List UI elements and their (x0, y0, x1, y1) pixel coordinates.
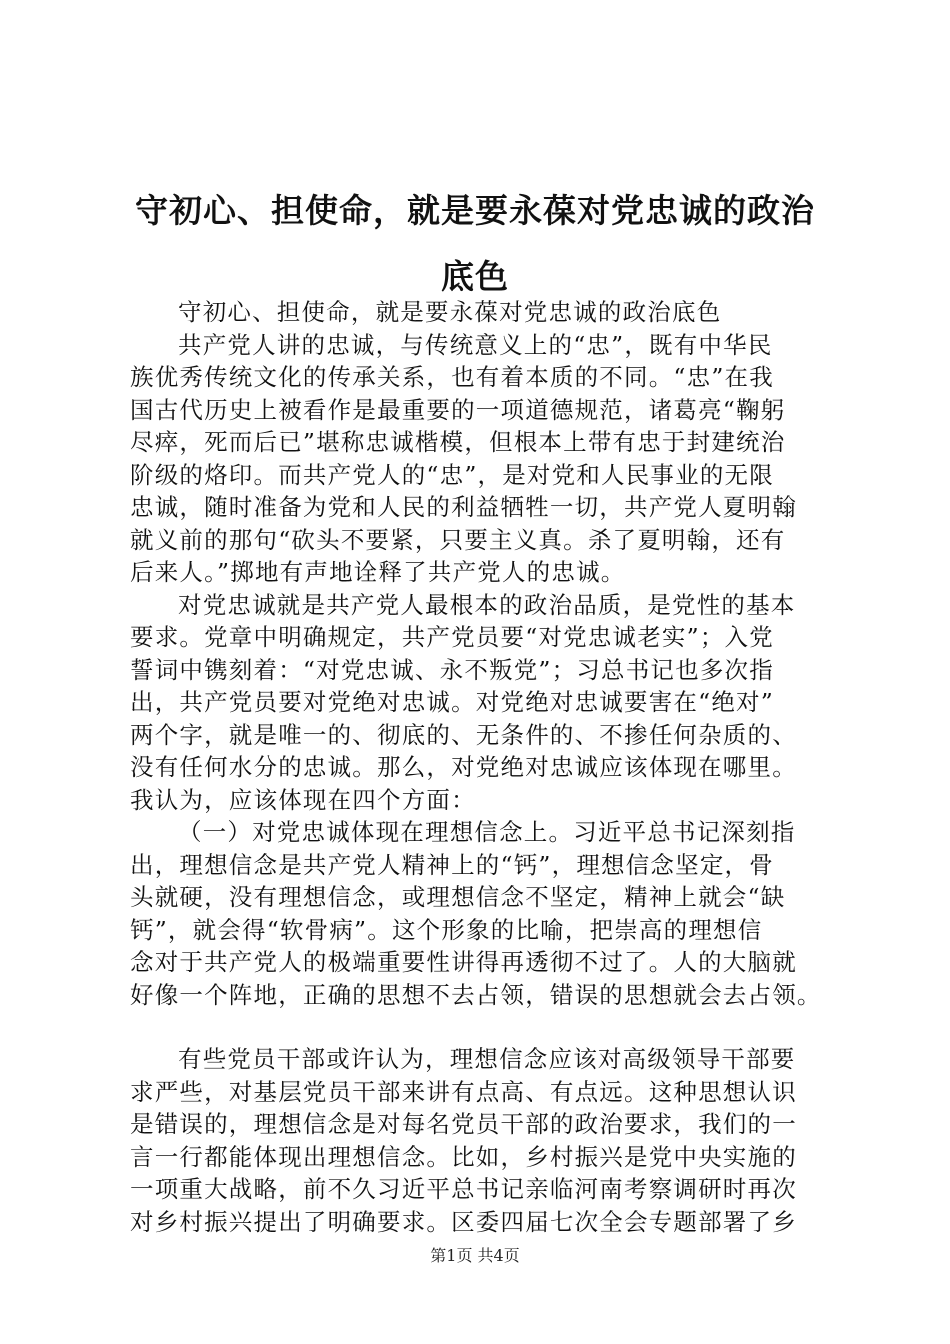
text-line: 出，理想信念是共产党人精神上的“钙”，理想信念坚定，骨 (130, 850, 774, 879)
document-title (100, 178, 850, 310)
text-line: 要求。党章中明确规定，共产党员要“对党忠诚老实”；入党 (130, 623, 774, 651)
text-line: 求严些，对基层党员干部来讲有点高、有点远。这种思想认识 (130, 1077, 797, 1106)
text-line: 头就硬，没有理想信念，或理想信念不坚定，精神上就会“缺 (130, 883, 786, 911)
title-line-2: 底色 (441, 257, 509, 296)
page-footer: 第1页 共4页 (430, 1246, 520, 1265)
document-body (130, 296, 830, 1238)
text-line: 一项重大战略，前不久习近平总书记亲临河南考察调研时再次 (130, 1175, 797, 1203)
text-line: 言一行都能体现出理想信念。比如，乡村振兴是党中央实施的 (130, 1142, 797, 1171)
text-line: 对党忠诚就是共产党人最根本的政治品质，是党性的基本 (178, 590, 796, 619)
text-line: 尽瘁，死而后已”堪称忠诚楷模，但根本上带有忠于封建统治 (130, 428, 786, 456)
text-line: 出，共产党员要对党绝对忠诚。对党绝对忠诚要害在“绝对” (130, 688, 774, 716)
text-line: 就义前的那句“砍头不要紧，只要主义真。杀了夏明翰，还有 (130, 525, 786, 554)
title-line-1: 守初心、担使命，就是要永葆对党忠诚的政治 (135, 191, 815, 230)
text-line: 族优秀传统文化的传承关系，也有着本质的不同。“忠”在我 (130, 363, 774, 391)
text-line: 两个字，就是唯一的、彻底的、无条件的、不掺任何杂质的、 (130, 720, 797, 749)
text-line: 我认为，应该体现在四个方面： (130, 785, 476, 814)
text-line: 是错误的，理想信念是对每名党员干部的政治要求，我们的一 (130, 1110, 797, 1138)
text-line: 没有任何水分的忠诚。那么，对党绝对忠诚应该体现在哪里。 (130, 753, 797, 781)
text-line: 誓词中镌刻着：“对党忠诚、永不叛党”；习总书记也多次指 (130, 655, 774, 684)
text-line: 阶级的烙印。而共产党人的“忠”，是对党和人民事业的无限 (130, 460, 774, 489)
text-line: 有些党员干部或许认为，理想信念应该对高级领导干部要 (178, 1045, 796, 1073)
text-line: 共产党人讲的忠诚，与传统意义上的“忠”，既有中华民 (178, 330, 773, 359)
text-line: （一）对党忠诚体现在理想信念上。习近平总书记深刻指 (178, 818, 796, 846)
text-line: 念对于共产党人的极端重要性讲得再透彻不过了。人的大脑就 (130, 948, 797, 976)
text-line: 忠诚，随时准备为党和人民的利益牺牲一切，共产党人夏明翰 (130, 493, 797, 521)
text-line: 国古代历史上被看作是最重要的一项道德规范，诸葛亮“鞠躬 (130, 395, 786, 424)
text-line: 后来人。”掷地有声地诠释了共产党人的忠诚。 (130, 558, 626, 586)
text-line: 守初心、担使命，就是要永葆对党忠诚的政治底色 (178, 298, 722, 326)
text-line: 对乡村振兴提出了明确要求。区委四届七次全会专题部署了乡 (130, 1207, 797, 1236)
text-line: 钙”，就会得“软骨病”。这个形象的比喻，把崇高的理想信 (130, 915, 763, 944)
paragraph-gap (130, 1011, 830, 1043)
text-line: 好像一个阵地，正确的思想不去占领，错误的思想就会去占领。 (130, 980, 822, 1009)
